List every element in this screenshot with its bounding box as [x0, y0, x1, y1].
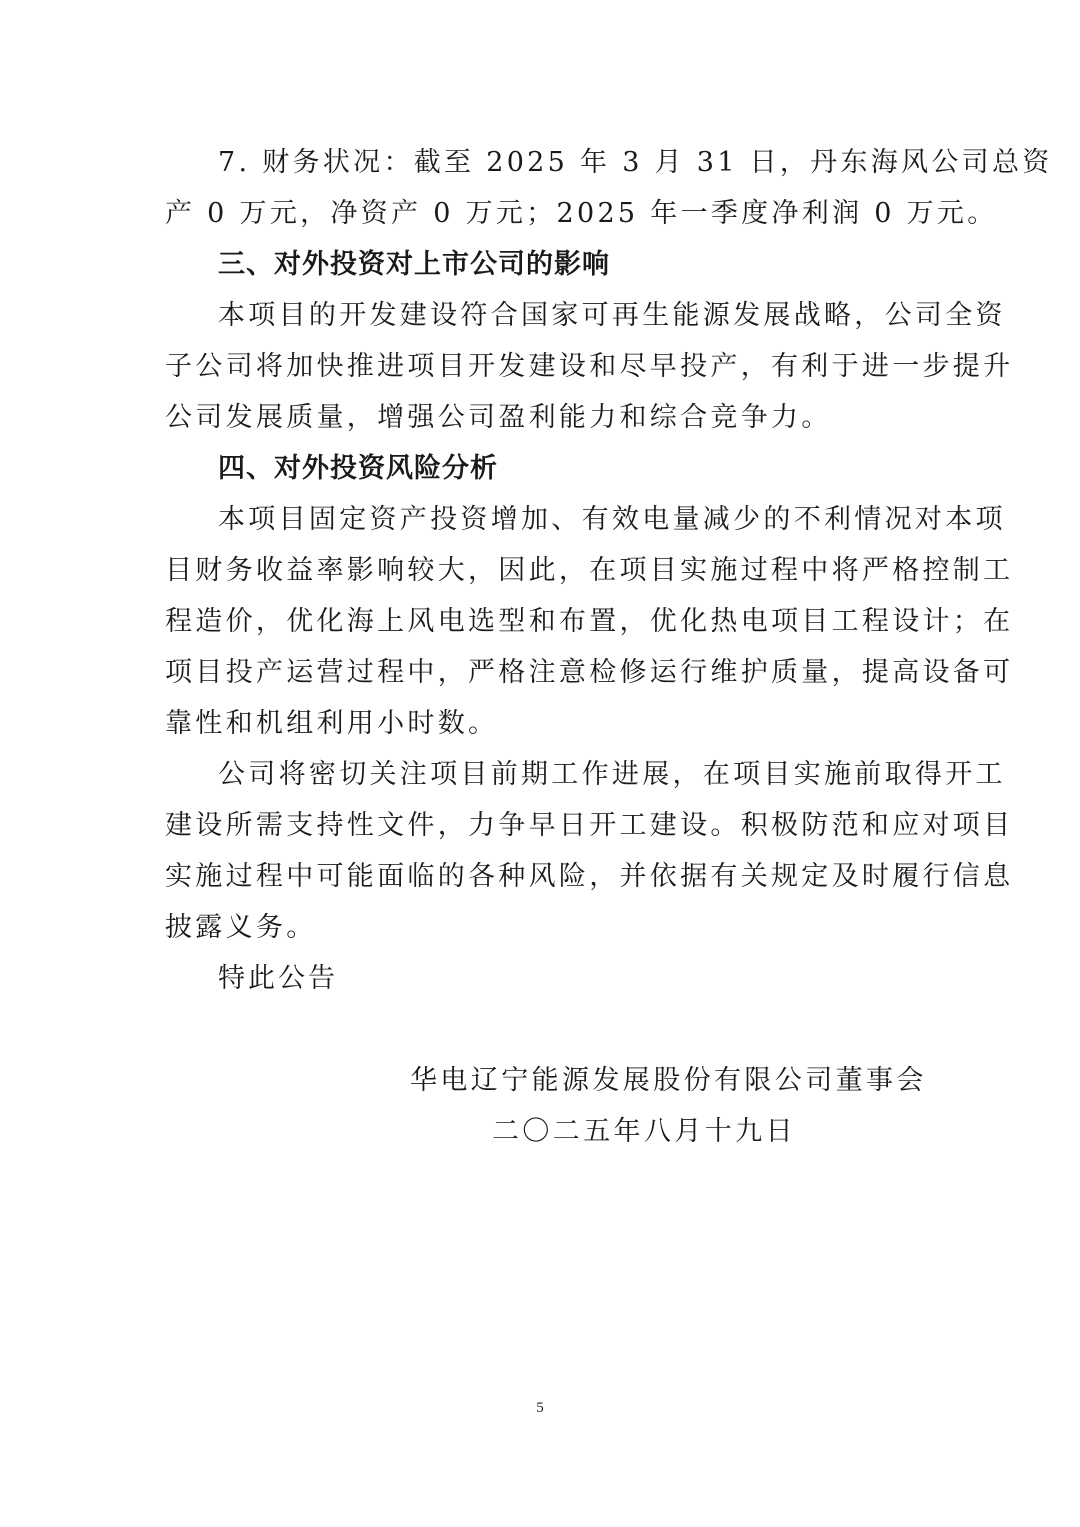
signature-organization: 华电辽宁能源发展股份有限公司董事会: [410, 1065, 927, 1096]
section-4-para1-line-3: 程造价，优化海上风电选型和布置，优化热电项目工程设计；在: [165, 606, 1014, 637]
section-3-line-1: 本项目的开发建设符合国家可再生能源发展战略，公司全资: [218, 300, 1006, 331]
section-4-para2-line-2: 建设所需支持性文件，力争早日开工建设。积极防范和应对项目: [165, 810, 1014, 841]
section-4-heading: 四、对外投资风险分析: [218, 453, 498, 484]
section-3-line-2: 子公司将加快推进项目开发建设和尽早投产，有利于进一步提升: [165, 351, 1014, 382]
section-4-para2-line-4: 披露义务。: [165, 912, 317, 943]
section-4-para2-line-3: 实施过程中可能面临的各种风险，并依据有关规定及时履行信息: [165, 861, 1014, 892]
page-number: 5: [536, 1400, 544, 1416]
section-4-para1-line-2: 目财务收益率影响较大，因此，在项目实施过程中将严格控制工: [165, 555, 1014, 586]
finance-paragraph-line-2: 产 0 万元，净资产 0 万元；2025 年一季度净利润 0 万元。: [165, 198, 998, 229]
signature-date: 二〇二五年八月十九日: [492, 1116, 796, 1147]
section-3-heading: 三、对外投资对上市公司的影响: [218, 249, 610, 280]
section-4-para1-line-1: 本项目固定资产投资增加、有效电量减少的不利情况对本项: [218, 504, 1006, 535]
section-4-para1-line-5: 靠性和机组利用小时数。: [165, 708, 499, 739]
section-3-line-3: 公司发展质量，增强公司盈利能力和综合竞争力。: [165, 402, 832, 433]
section-4-para2-line-1: 公司将密切关注项目前期工作进展，在项目实施前取得开工: [218, 759, 1006, 790]
closing-statement: 特此公告: [218, 963, 338, 994]
section-4-para1-line-4: 项目投产运营过程中，严格注意检修运行维护质量，提高设备可: [165, 657, 1014, 688]
finance-paragraph-line-1: 7. 财务状况：截至 2025 年 3 月 31 日，丹东海风公司总资: [218, 147, 1053, 178]
